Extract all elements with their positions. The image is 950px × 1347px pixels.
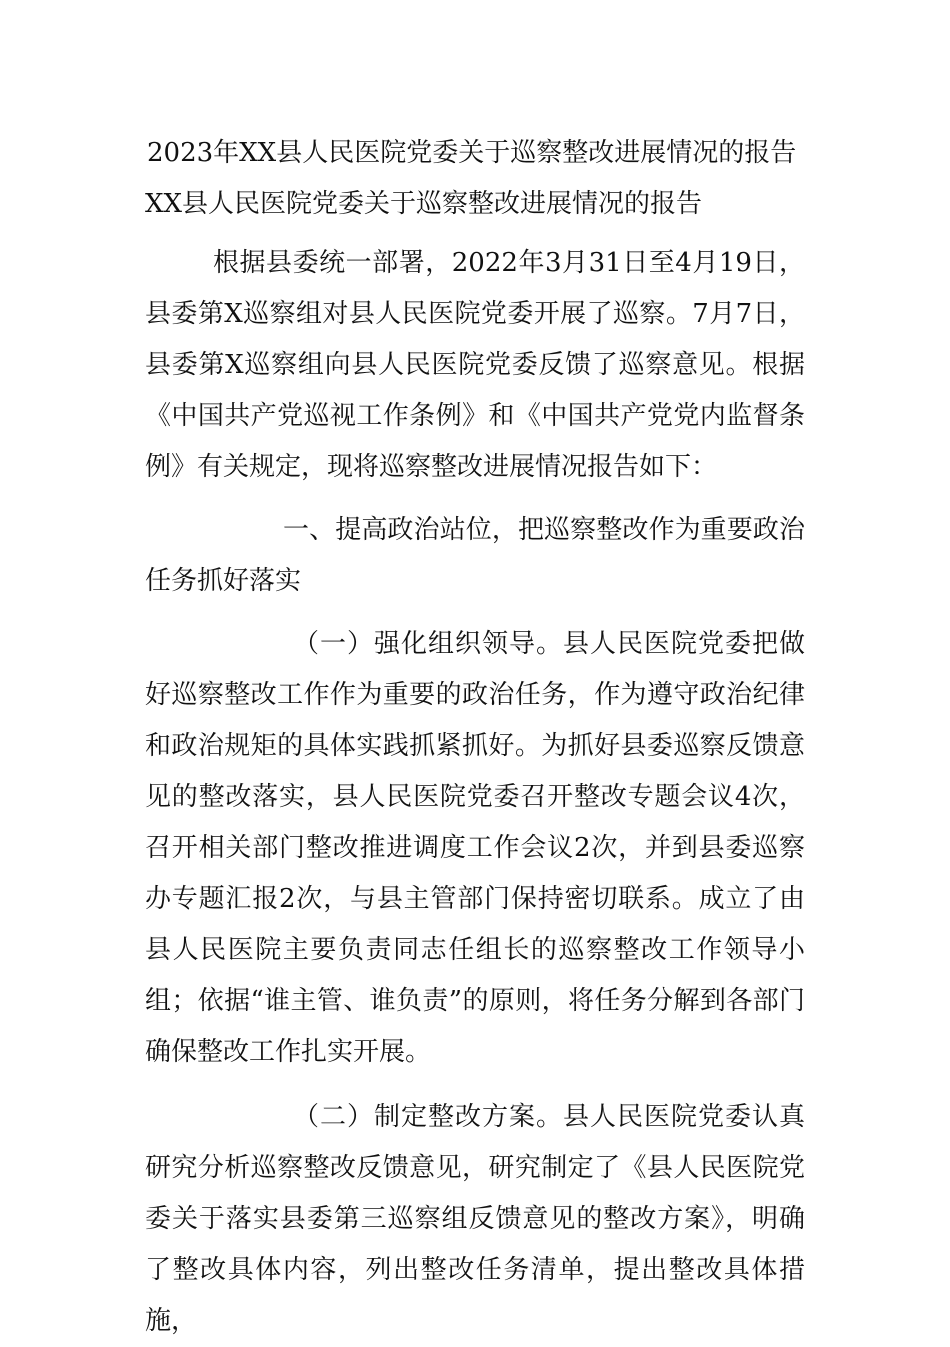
section-1-item-1: （一）强化组织领导。县人民医院党委把做好巡察整改工作作为重要的政治任务，作为遵守政治纪律和政治规矩的具体实践抓紧抓好。为抓好县委巡察反馈意见的整改落实，县人民医院党委召开整改专题会议4次，召开相关部门整改推进调度工作会议2次，并到县委巡察办专题汇报2次，与县主管部门保持密切联系。成立了由县人民医院主要负责同志任组长的巡察整改工作领导小组；依据“谁主管、谁负责”的原则，将任务分解到各部门确保整改工作扎实开展。 [145,629,805,1067]
section-heading-1: 一、提高政治站位，把巡察整改作为重要政治任务抓好落实 [145,515,805,596]
section-1-item-2: （二）制定整改方案。县人民医院党委认真研究分析巡察整改反馈意见，研究制定了《县人民医院党委关于落实县委第三巡察组反馈意见的整改方案》，明确了整改具体内容，列出整改任务清单，提出整改具体措施， [145,1102,805,1336]
document-subtitle: XX县人民医院党委关于巡察整改进展情况的报告 [145,189,703,219]
document-body [145,128,805,1347]
intro-paragraph: 根据县委统一部署，2022年3月31日至4月19日，县委第X巡察组对县人民医院党委开展了巡察。7月7日，县委第X巡察组向县人民医院党委反馈了巡察意见。根据《中国共产党巡视工作条例》和《中国共产党党内监督条例》有关规定，现将巡察整改进展情况报告如下： [145,248,805,482]
document-title: 2023年XX县人民医院党委关于巡察整改进展情况的报告 [147,138,797,168]
